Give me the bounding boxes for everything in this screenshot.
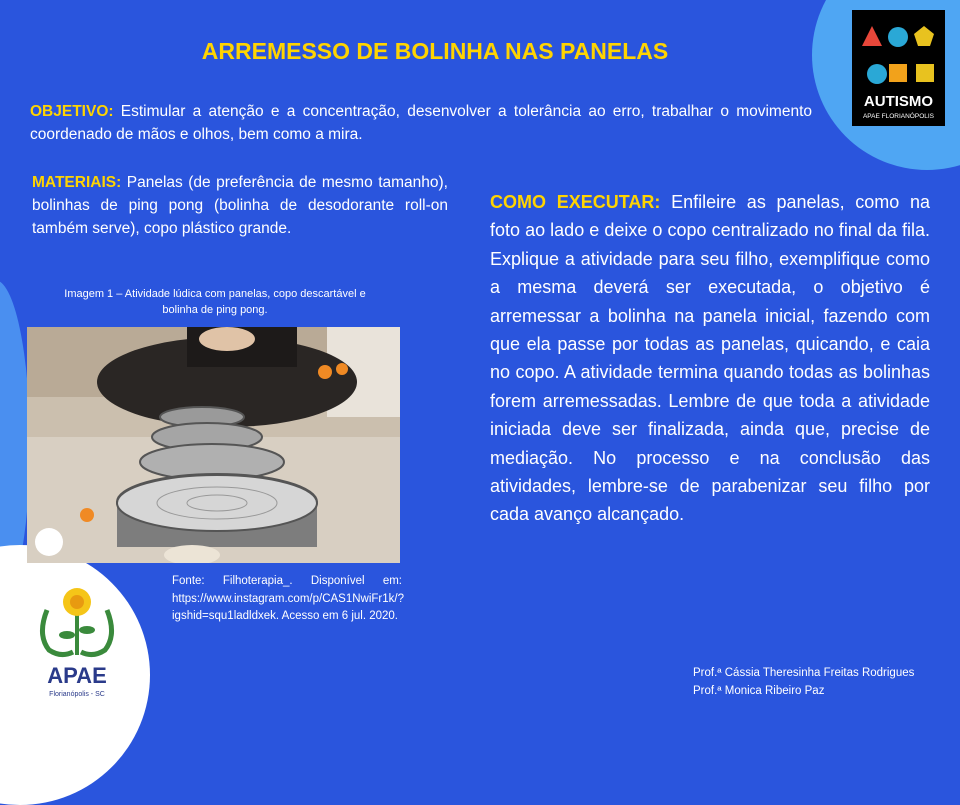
page-title: ARREMESSO DE BOLINHA NAS PANELAS [201,38,669,64]
apae-logo-title: APAE [47,663,107,688]
how-to-label: COMO EXECUTAR: [490,192,661,212]
objective-label: OBJETIVO: [30,103,114,120]
image-source: Fonte: Filhoterapia_. Disponível em: https://www.instagram.com/p/CAS1NwiFr1k/?igshid=squ1ladldxek. Acesso em 6 jul. 2020. [172,575,404,622]
apae-logo [33,580,121,705]
how-to-text: Enfileire as panelas, como na foto ao lado e deixe o copo centralizado no final da fila. Explique a atividade para seu filho, exemplifique como a mesma deverá ser executada, o objetivo é arremessar a bolinha na panela inicial, fazendo com que ela passe por todas as panelas, quicando, e caia no copo. A atividade termina quando todas as bolinhas forem arremessadas. Lembre de que toda a atividade iniciada deve ser finalizada, ainda que, precise de mediação. No processo e na conclusão das atividades, lembre-se de parabenizar seu filho por cada avanço alcançado. [490,192,931,525]
image-caption: Imagem 1 – Atividade lúdica com panelas, copo descartável e bolinha de ping pong. [64,288,366,316]
objective-paragraph [30,100,812,146]
how-to-paragraph [490,188,930,529]
activity-photo [27,327,400,563]
autismo-logo [852,10,945,126]
autismo-logo-title: AUTISMO [863,93,934,110]
authors [693,664,914,700]
materials-paragraph [32,171,448,240]
author-1: Prof.ª Cássia Theresinha Freitas Rodrigues [693,667,915,679]
materials-label: MATERIAIS: [32,174,122,191]
author-2: Prof.ª Monica Ribeiro Paz [693,685,825,697]
apae-logo-subtitle: Florianópolis - SC [49,691,105,698]
autismo-logo-subtitle: APAE FLORIANÓPOLIS [862,113,935,120]
objective-text: Estimular a atenção e a concentração, desenvolver a tolerância ao erro, trabalhar o movimento coordenado de mãos e olhos, bem como a mira. [30,103,812,143]
materials-text: Panelas (de preferência de mesmo tamanho), bolinhas de ping pong (bolinha de desodorante roll-on também serve), copo plástico grande. [32,174,448,237]
